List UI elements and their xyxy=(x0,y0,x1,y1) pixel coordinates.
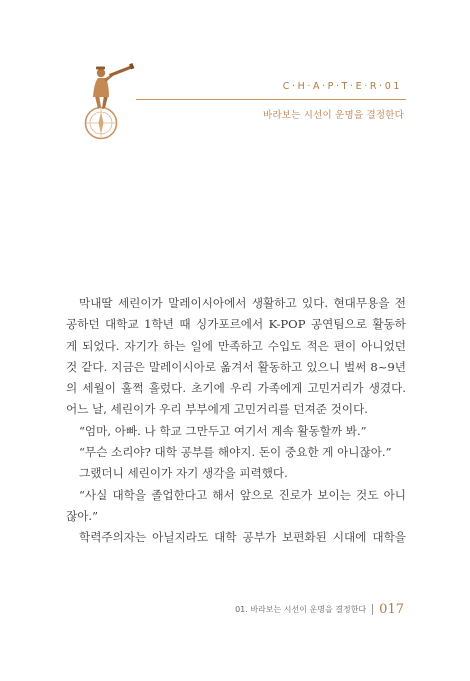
footer-divider xyxy=(372,604,373,615)
paragraph-line: 것 같다. 지금은 말레이시아로 옮겨서 활동하고 있으니 벌써 8~9년 xyxy=(66,359,406,374)
chapter-label: C·H·A·P·T·E·R·01 xyxy=(282,81,402,92)
dialogue-line: “엄마, 아빠. 나 학교 그만두고 여기서 계속 활동할까 봐.” xyxy=(79,423,367,438)
paragraph-line: 어느 날, 세린이가 우리 부부에게 고민거리를 던져준 것이다. xyxy=(66,402,368,417)
paragraph-line: 공하던 대학교 1학년 때 싱가포르에서 K-POP 공연팀으로 활동하 xyxy=(66,317,406,332)
paragraph-line: 학력주의자는 아닐지라도 대학 공부가 보편화된 시대에 대학을 xyxy=(79,530,406,545)
dialogue-line: “사실 대학을 졸업한다고 해서 앞으로 진로가 보이는 것도 아니 xyxy=(79,487,406,502)
paragraph-line: 의 세월이 훌쩍 흘렀다. 초기에 우리 가족에게 고민거리가 생겼다. xyxy=(66,381,406,396)
dialogue-line: 잖아.” xyxy=(66,508,99,523)
paragraph-line: 게 되었다. 자기가 하는 일에 만족하고 수입도 적은 편이 아니었던 xyxy=(66,338,406,353)
paragraph-line: 그랬더니 세린이가 자기 생각을 피력했다. xyxy=(79,466,288,481)
page-footer xyxy=(235,602,404,617)
paragraph-line: 막내딸 세린이가 말레이시아에서 생활하고 있다. 현대무용을 전 xyxy=(79,296,406,310)
header-divider xyxy=(136,99,406,100)
dialogue-line: “무슨 소리야? 대학 공부를 해야지. 돈이 중요한 게 아니잖아.” xyxy=(79,445,392,460)
body-text xyxy=(66,293,406,549)
man-with-telescope-on-compass-icon xyxy=(74,57,136,141)
chapter-title: 바라보는 시선이 운명을 결정한다 xyxy=(263,110,404,121)
running-title: 01. 바라보는 시선이 운명을 결정한다 xyxy=(235,605,367,614)
page-number: 017 xyxy=(379,602,404,617)
